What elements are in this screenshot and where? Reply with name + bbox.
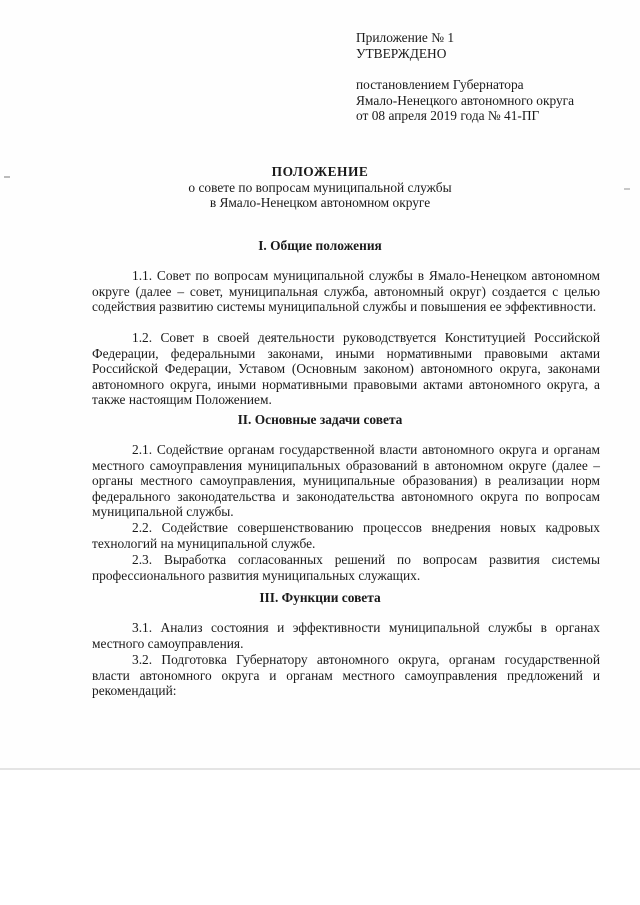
paragraph: 2.1. Содействие органам государственной власти автономного округа и органам местного самоуправления муниципальных образований в автономном округе (далее – органы местного самоуправления, муниципальные образования) в реализации норм федерального законодательства и законодательства автономного округа по вопросам муниципальной службы. (92, 442, 600, 520)
title-subtitle: о совете по вопросам муниципальной службы (188, 179, 452, 195)
approval-block (356, 30, 616, 124)
document-title (0, 164, 640, 211)
title-main: ПОЛОЖЕНИЕ (271, 164, 369, 179)
section-heading: II. Основные задачи совета (237, 412, 403, 427)
approval-line: постановлением Губернатора (356, 77, 524, 93)
paragraph: 1.2. Совет в своей деятельности руководствуется Конституцией Российской Федерации, федеральными законами, иными нормативными правовыми актами Российской Федерации, Уставом (Основным законом) автономного округа, законами автономного округа, иными нормативными правовыми актами автономного округа, а также настоящим Положением. (92, 330, 600, 408)
paragraph: 2.2. Содействие совершенствованию процессов внедрения новых кадровых технологий на муниципальной службе. (92, 520, 600, 551)
section-heading: III. Функции совета (259, 590, 381, 605)
paragraph: 3.1. Анализ состояния и эффективности муниципальной службы в органах местного самоуправления. (92, 620, 600, 651)
approval-line: от 08 апреля 2019 года № 41-ПГ (356, 108, 540, 124)
page-edge (0, 768, 640, 770)
section-heading: I. Общие положения (258, 238, 382, 253)
paragraph: 3.2. Подготовка Губернатору автономного округа, органам государственной власти автономного округа и органам местного самоуправления предложений и рекомендаций: (92, 652, 600, 699)
approved-label: УТВЕРЖДЕНО (356, 45, 447, 61)
title-subtitle: в Ямало-Ненецком автономном округе (209, 195, 431, 211)
appendix-label: Приложение № 1 (356, 30, 455, 45)
approval-line: Ямало-Ненецкого автономного округа (356, 92, 575, 108)
paragraph: 2.3. Выработка согласованных решений по вопросам развития системы профессионального развития муниципальных служащих. (92, 552, 600, 583)
paragraph: 1.1. Совет по вопросам муниципальной службы в Ямало-Ненецком автономном округе (далее – совет, муниципальная служба, автономный округ) создается с целью содействия развитию системы муниципальной службы и повышения ее эффективности. (92, 268, 600, 315)
